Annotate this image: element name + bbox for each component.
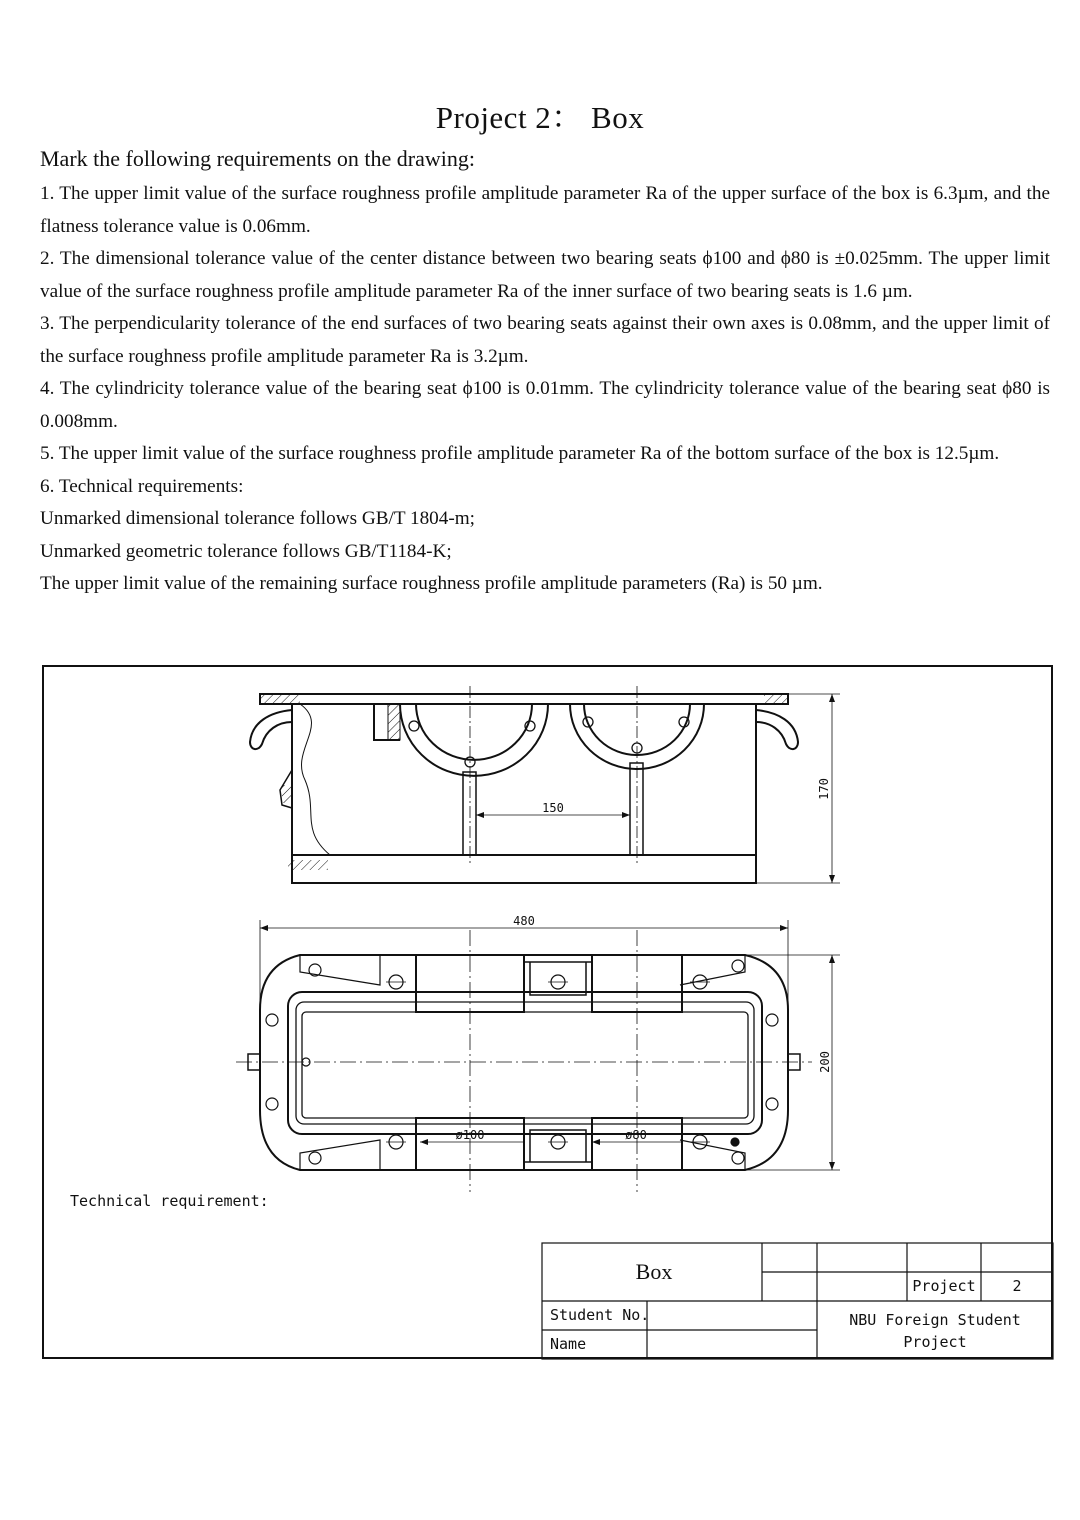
tech-req-label: Technical requirement: (70, 1192, 269, 1210)
requirement-6b: Unmarked geometric tolerance follows GB/T1184-K; (40, 540, 452, 562)
student-no-label: Student No. (550, 1306, 650, 1324)
requirement-6: 6. Technical requirements: (40, 475, 244, 497)
requirement-5: 5. The upper limit value of the surface roughness profile amplitude parameter Ra of the bottom surface of the box is 12.5µm. (40, 443, 1000, 464)
dim-center-distance: 150 (542, 801, 564, 815)
org-line-2: Project (903, 1333, 967, 1351)
top-view (236, 920, 840, 1192)
dim-bore-right: ø80 (625, 1128, 647, 1142)
dim-overall-length: 480 (513, 914, 535, 928)
project-number: 2 (1012, 1277, 1022, 1295)
requirement-6c: The upper limit value of the remaining surface roughness profile amplitude parameters (Ra) is 50 µm. (40, 573, 823, 594)
page-title: Project 2： Box (435, 100, 645, 135)
front-view (250, 686, 840, 883)
dim-overall-width: 200 (818, 1051, 832, 1073)
requirement-1: 1. The upper limit value of the surface roughness profile amplitude parameter Ra of the upper surface of the box is 6.3µm, and the flatness tolerance value is 0.06mm. (40, 183, 1050, 237)
requirement-2: 2. The dimensional tolerance value of the center distance between two bearing seats ϕ100 and ϕ80 is ±0.025mm. The upper limit value of the surface roughness profile amplitude parameter Ra of the inner surface of two bearing seats is 1.6 µm. (40, 248, 1050, 302)
part-name: Box (635, 1259, 673, 1284)
instructions-heading: Mark the following requirements on the drawing: (40, 146, 476, 171)
dim-bore-left: ø100 (455, 1128, 485, 1142)
dim-height: 170 (817, 778, 831, 800)
requirement-4: 4. The cylindricity tolerance value of the bearing seat ϕ100 is 0.01mm. The cylindricity tolerance value of the bearing seat ϕ80 is 0.008mm. (40, 378, 1050, 432)
org-line-1: NBU Foreign Student (849, 1311, 1021, 1329)
requirement-6a: Unmarked dimensional tolerance follows GB/T 1804-m; (40, 508, 476, 529)
name-label: Name (550, 1335, 587, 1353)
requirement-3: 3. The perpendicularity tolerance of the end surfaces of two bearing seats against their own axes is 0.08mm, and the upper limit of the surface roughness profile amplitude parameter Ra is 3.2µm. (40, 313, 1050, 367)
project-label: Project (912, 1277, 976, 1295)
